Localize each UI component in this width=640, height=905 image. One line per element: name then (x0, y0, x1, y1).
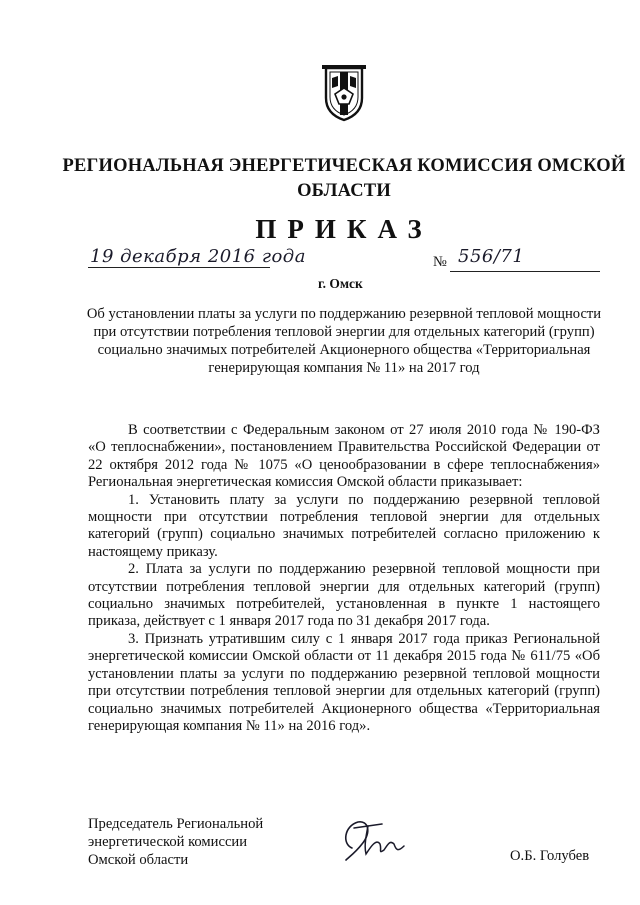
document-type-title: ПРИКАЗ (255, 214, 433, 244)
date-underline (88, 267, 270, 268)
organization-name: РЕГИОНАЛЬНАЯ ЭНЕРГЕТИЧЕСКАЯ КОМИССИЯ ОМСКОЙ ОБЛАСТИ (62, 156, 626, 201)
order-body (88, 422, 600, 735)
order-subject: Об установлении платы за услуги по поддержанию резервной тепловой мощности при отсутствии потребления тепловой энергии для отдельных категорий (групп) социально значимых потребителей Акционерного общества «Территориальная генерирующая компания № 11» на 2017 год (86, 306, 602, 376)
city-label: г. Омск (318, 276, 363, 291)
item-2-paragraph: 2. Плата за услуги по поддержанию резервной тепловой мощности при отсутствии потребления тепловой энергии для отдельных категорий (групп) социально значимых потребителей, установленная в пункте 1 настоящего приказа, действует с 1 января 2017 года по 31 декабря 2017 года. (88, 561, 600, 630)
signer-title (88, 815, 263, 869)
number-label: № (433, 254, 447, 270)
signer-title-line: энергетической комиссии (88, 834, 248, 850)
handwritten-signature (338, 814, 412, 864)
item-1-paragraph: 1. Установить плату за услуги по поддержанию резервной тепловой мощности при отсутствии потребления тепловой энергии для отдельных категорий (групп) социально значимых потребителей согласно приложению к настоящему приказу. (88, 491, 600, 560)
signer-title-line: Омской области (88, 852, 189, 868)
item-3-paragraph: 3. Признать утратившим силу с 1 января 2017 года приказ Региональной энергетической комиссии Омской области от 11 декабря 2015 года № 611/75 «Об установлении платы за услуги по поддержанию резервной тепловой мощности при отсутствии потребления тепловой энергии для отдельных категорий (групп) социально значимых потребителей Акционерного общества «Территориальная генерирующая компания № 11» на 2016 год». (88, 630, 600, 734)
number-underline (450, 271, 600, 272)
preamble-paragraph: В соответствии с Федеральным законом от 27 июля 2010 года № 190-ФЗ «О теплоснабжении», постановлением Правительства Российской Федерации от 22 октября 2012 года № 1075 «О ценообразовании в сфере теплоснабжения» Региональная энергетическая комиссия Омской области приказывает: (88, 422, 600, 491)
signer-title-line: Председатель Региональной (88, 816, 264, 832)
handwritten-date: 19 декабря 2016 года (90, 246, 306, 267)
coat-of-arms-icon (322, 64, 366, 122)
signer-name: О.Б. Голубев (510, 848, 590, 864)
handwritten-number: 556/71 (458, 246, 525, 267)
